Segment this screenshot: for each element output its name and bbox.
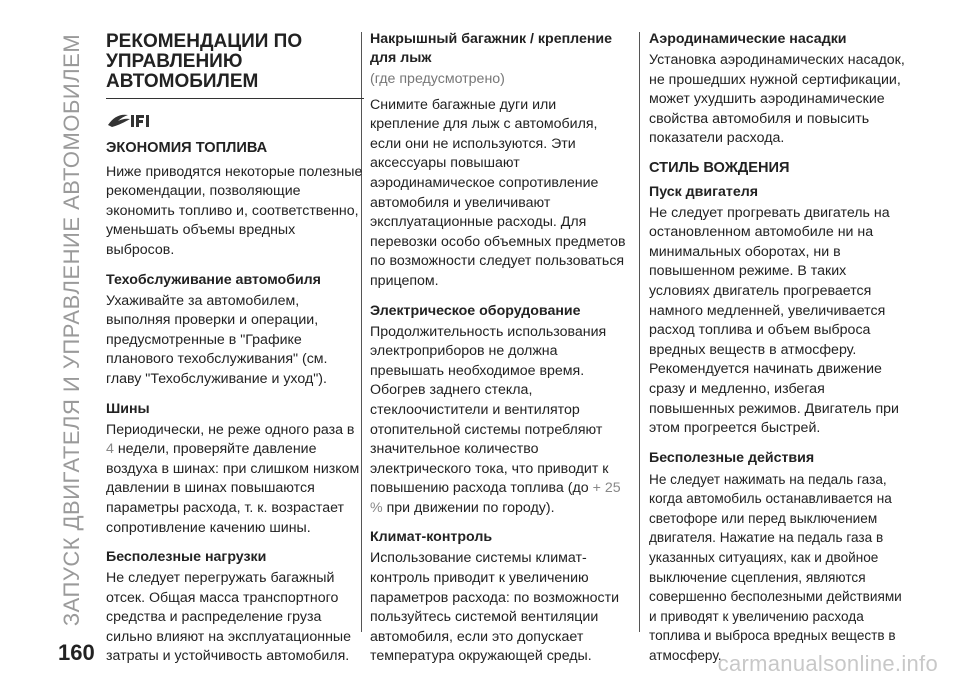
column-1: [106, 30, 364, 677]
section-title: РЕКОМЕНДАЦИИ ПО УПРАВЛЕНИЮ АВТОМОБИЛЕМ: [106, 31, 303, 92]
rack-heading: Накрышный багажник / крепление для лыж: [370, 31, 613, 66]
electrical-percent: + 25 %: [370, 480, 621, 516]
tires-text-1: Периодически, не реже одного раза в: [106, 421, 355, 438]
service-heading: Техобслуживание автомобиля: [106, 271, 321, 288]
title-rule: [106, 98, 364, 99]
loads-heading: Бесполезные нагрузки: [106, 549, 267, 566]
driving-style-heading: СТИЛЬ ВОЖДЕНИЯ: [649, 159, 790, 176]
electrical-text-2: при движении по городу).: [382, 499, 555, 516]
service-text-1: Ухаживайте за автомобилем, выполняя проверки и операции, предусмотренные в "Графике планового техобслуживания": [106, 292, 319, 368]
column-3: [649, 30, 907, 676]
loads-text: Не следует перегружать багажный отсек. Общая масса транспортного средства и распределение груза сильно влияют на эксплуатационные затраты и устойчивость автомобиля.: [106, 570, 351, 665]
climate-text: Использование системы климат-контроль приводит к увеличению параметров расхода: по возможности пользуйтесь системой вентиляции автомобиля, если это допускает температура окружающей среды.: [370, 550, 620, 665]
chapter-side-title: [52, 30, 92, 630]
tires-text-2: недели, проверяйте давление воздуха в шинах: при слишком низком давлении в шинах повышаются параметры расхода, т. к. возрастает сопротивление качению шины.: [106, 441, 360, 536]
column-2: [370, 30, 628, 677]
rack-subtitle: (где предусмотрено): [370, 71, 505, 87]
chapter-side-title-text: ЗАПУСК ДВИГАТЕЛЯ И УПРАВЛЕНИЕ АВТОМОБИЛЕМ: [59, 33, 85, 627]
page-number: 160: [58, 640, 95, 665]
tires-paragraph: [106, 421, 364, 539]
useless-actions-heading: Бесполезные действия: [649, 449, 815, 466]
engine-start-text: Не следует прогревать двигатель на остановленном автомобиле ни на минимальных оборотах, ни в повышенном режиме. В таких условиях двигатель прогревается намного медленней, увеличивается расход топлива и объем выброса вредных веществ в атмосферу. Рекомендуется начинать движение сразу и медленно, избегая повышенных режимов. Двигатель при этом прогреется быстрей.: [649, 204, 899, 437]
aero-heading: Аэродинамические насадки: [649, 31, 847, 47]
aero-text: Установка аэродинамических насадок, не прошедших нужной сертификации, может ухудшить аэродинамические свойства автомобиля и повысить показатели расхода.: [649, 52, 905, 147]
eco-heading: ЭКОНОМИЯ ТОПЛИВА: [106, 140, 268, 156]
tires-weeks: 4: [106, 441, 114, 458]
climate-heading: Климат-контроль: [370, 529, 493, 546]
service-paragraph: [106, 292, 364, 390]
tires-heading: Шины: [106, 400, 150, 417]
service-text-2: (см. главу "Техобслуживание и уход").: [106, 351, 328, 387]
electrical-heading: Электрическое оборудование: [370, 302, 581, 319]
eco-leaf-icon: [106, 109, 150, 131]
electrical-paragraph: [370, 323, 628, 519]
engine-start-heading: Пуск двигателя: [649, 183, 759, 200]
useless-actions-text: Не следует нажимать на педаль газа, когда автомобиль останавливается на светофоре или перед выключением двигателя. Нажатие на педаль газа в указанных ситуациях, как и двойное выключение сцепления, являются совершенно бесполезными действиями и приводят к увеличению расхода топлива и выброса вредных веществ в атмосферу.: [649, 471, 902, 664]
column-divider-2: [639, 32, 640, 632]
footer-watermark: carmanualsonline.info: [717, 651, 938, 676]
eco-text: Ниже приводятся некоторые полезные рекомендации, позволяющие экономить топливо и, соответственно, уменьшать объемы вредных выбросов.: [106, 163, 363, 258]
electrical-text-1: Продолжительность использования электроприборов не должна превышать необходимое время. Обогрев заднего стекла, стеклоочистители и вентилятор отопительной системы потребляют значительное количество электрического тока, что приводит к повышению расхода топлива (до: [370, 323, 609, 497]
rack-text: Снимите багажные дуги или крепление для лыж с автомобиля, если они не используются. Эти аксессуары повышают аэродинамическое сопротивление автомобиля и увеличивают эксплуатационные расходы. Для перевозки особо объемных предметов по возможности следует пользоваться прицепом.: [370, 96, 626, 289]
